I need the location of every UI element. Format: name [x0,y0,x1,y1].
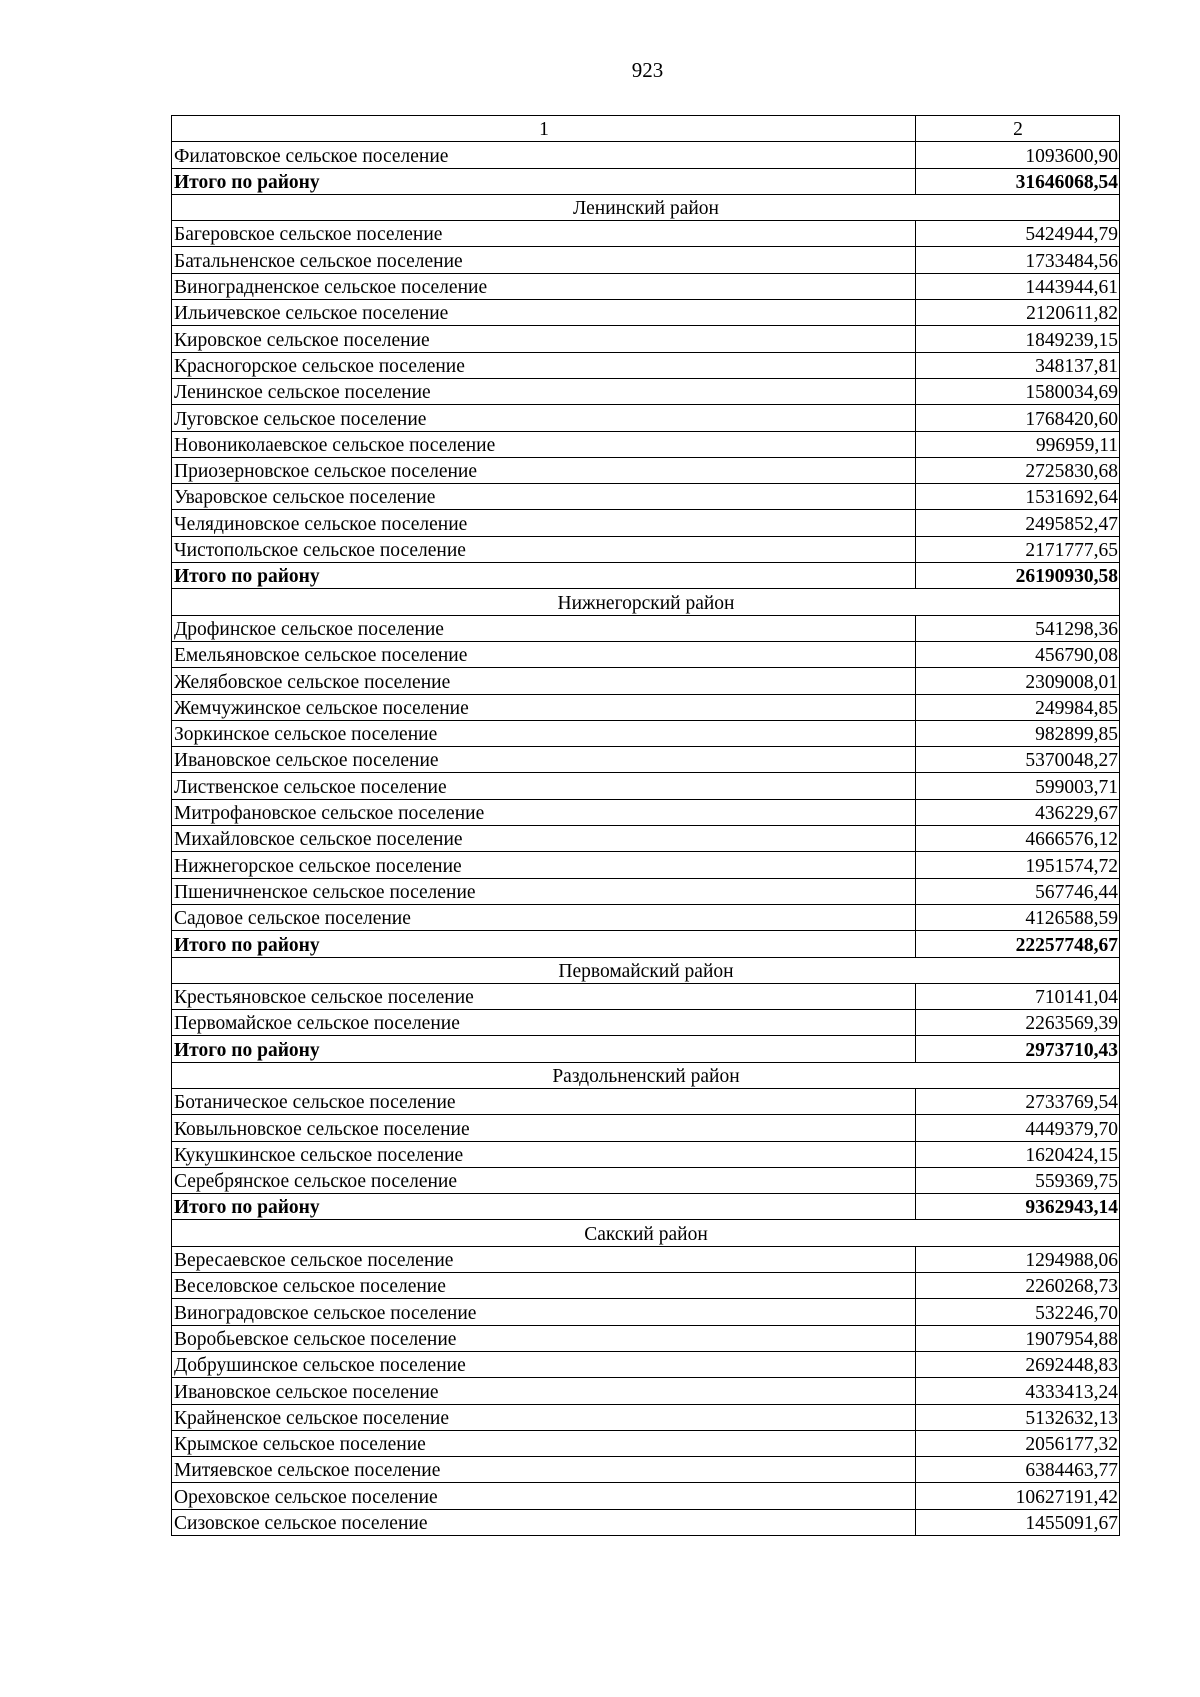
table-row [172,1351,1120,1377]
table-row [172,536,1120,562]
settlement-name: Веселовское сельское поселение [172,1273,916,1299]
settlement-name: Крестьяновское сельское поселение [172,983,916,1009]
page-number: 923 [631,58,664,82]
table-row [172,247,1120,273]
table-row [172,615,1120,641]
settlement-name: Кировское сельское поселение [172,326,916,352]
settlement-value: 4666576,12 [916,826,1120,852]
total-label: Итого по району [172,563,916,589]
total-label: Итого по району [172,931,916,957]
settlement-value: 2171777,65 [916,536,1120,562]
settlement-value: 2263569,39 [916,1010,1120,1036]
table-row [172,326,1120,352]
settlement-value: 249984,85 [916,694,1120,720]
settlement-name: Дрофинское сельское поселение [172,615,916,641]
table-row [172,1430,1120,1456]
settlement-name: Митяевское сельское поселение [172,1457,916,1483]
settlement-name: Добрушинское сельское поселение [172,1351,916,1377]
settlement-value: 982899,85 [916,720,1120,746]
settlement-value: 532246,70 [916,1299,1120,1325]
district-name: Ленинский район [172,194,1120,220]
settlement-value: 2260268,73 [916,1273,1120,1299]
district-total-row [172,931,1120,957]
table-row [172,1378,1120,1404]
district-total-row [172,1036,1120,1062]
district-header-row [172,1062,1120,1088]
table-row [172,1115,1120,1141]
settlement-value: 1294988,06 [916,1246,1120,1272]
settlement-value: 1580034,69 [916,378,1120,404]
table-row [172,1509,1120,1535]
table-row [172,300,1120,326]
settlement-name: Ильичевское сельское поселение [172,300,916,326]
settlement-name: Батальненское сельское поселение [172,247,916,273]
district-name: Нижнегорский район [172,589,1120,615]
settlement-name: Челядиновское сельское поселение [172,510,916,536]
settlement-name: Серебрянское сельское поселение [172,1167,916,1193]
district-header-row [172,589,1120,615]
settlement-value: 567746,44 [916,878,1120,904]
settlement-value: 2056177,32 [916,1430,1120,1456]
table-row [172,1325,1120,1351]
settlement-value: 456790,08 [916,641,1120,667]
settlement-name: Пшеничненское сельское поселение [172,878,916,904]
settlement-name: Желябовское сельское поселение [172,668,916,694]
table-row [172,694,1120,720]
header-row [172,116,1120,142]
settlement-value: 1907954,88 [916,1325,1120,1351]
settlement-value: 2725830,68 [916,457,1120,483]
table-row [172,852,1120,878]
settlement-name: Первомайское сельское поселение [172,1010,916,1036]
settlement-name: Новониколаевское сельское поселение [172,431,916,457]
table-row [172,1088,1120,1114]
district-name: Сакский район [172,1220,1120,1246]
district-name: Первомайский район [172,957,1120,983]
settlement-name: Багеровское сельское поселение [172,221,916,247]
table-row [172,668,1120,694]
settlement-value: 2120611,82 [916,300,1120,326]
settlement-name: Виноградненское сельское поселение [172,273,916,299]
settlement-name: Луговское сельское поселение [172,405,916,431]
table-row [172,1141,1120,1167]
settlement-name: Лиственское сельское поселение [172,773,916,799]
column-header-1: 1 [172,116,916,142]
settlement-value: 1768420,60 [916,405,1120,431]
district-total-row [172,1194,1120,1220]
table-row [172,826,1120,852]
settlement-value: 996959,11 [916,431,1120,457]
table-row [172,878,1120,904]
table-row [172,405,1120,431]
settlement-value: 4449379,70 [916,1115,1120,1141]
settlement-name: Зоркинское сельское поселение [172,720,916,746]
settlement-name: Филатовское сельское поселение [172,142,916,168]
settlement-name: Жемчужинское сельское поселение [172,694,916,720]
table-row [172,1483,1120,1509]
total-label: Итого по району [172,1036,916,1062]
total-value: 9362943,14 [916,1194,1120,1220]
settlement-value: 599003,71 [916,773,1120,799]
settlement-name: Вересаевское сельское поселение [172,1246,916,1272]
settlement-value: 2309008,01 [916,668,1120,694]
district-name: Раздольненский район [172,1062,1120,1088]
settlement-name: Сизовское сельское поселение [172,1509,916,1535]
settlement-value: 559369,75 [916,1167,1120,1193]
settlement-name: Уваровское сельское поселение [172,484,916,510]
settlement-value: 5132632,13 [916,1404,1120,1430]
settlement-value: 348137,81 [916,352,1120,378]
settlement-name: Воробьевское сельское поселение [172,1325,916,1351]
district-total-row [172,168,1120,194]
table-row [172,221,1120,247]
table-row [172,773,1120,799]
settlement-name: Виноградовское сельское поселение [172,1299,916,1325]
settlement-name: Чистопольское сельское поселение [172,536,916,562]
settlement-name: Ботаническое сельское поселение [172,1088,916,1114]
settlement-value: 1620424,15 [916,1141,1120,1167]
table-row [172,457,1120,483]
settlement-value: 4333413,24 [916,1378,1120,1404]
settlement-name: Ленинское сельское поселение [172,378,916,404]
settlement-value: 1849239,15 [916,326,1120,352]
table-row [172,510,1120,536]
total-label: Итого по району [172,1194,916,1220]
settlement-name: Красногорское сельское поселение [172,352,916,378]
settlement-name: Ковыльновское сельское поселение [172,1115,916,1141]
settlement-value: 5370048,27 [916,747,1120,773]
table-row [172,1010,1120,1036]
settlement-value: 710141,04 [916,983,1120,1009]
settlement-name: Михайловское сельское поселение [172,826,916,852]
table-row [172,1246,1120,1272]
column-header-2: 2 [916,116,1120,142]
settlement-name: Крымское сельское поселение [172,1430,916,1456]
settlement-value: 2733769,54 [916,1088,1120,1114]
table-row [172,142,1120,168]
table-row [172,484,1120,510]
settlement-value: 1455091,67 [916,1509,1120,1535]
settlement-name: Приозерновское сельское поселение [172,457,916,483]
district-header-row [172,957,1120,983]
table-row [172,983,1120,1009]
table-row [172,904,1120,930]
settlement-value: 1443944,61 [916,273,1120,299]
table-row [172,273,1120,299]
settlement-value: 4126588,59 [916,904,1120,930]
settlement-value: 10627191,42 [916,1483,1120,1509]
table-body [172,116,1120,1536]
table-row [172,1299,1120,1325]
table-row [172,720,1120,746]
settlement-name: Кукушкинское сельское поселение [172,1141,916,1167]
settlement-value: 5424944,79 [916,221,1120,247]
table-row [172,352,1120,378]
total-label: Итого по району [172,168,916,194]
settlement-value: 1733484,56 [916,247,1120,273]
district-header-row [172,1220,1120,1246]
district-total-row [172,563,1120,589]
table-row [172,1457,1120,1483]
settlement-name: Емельяновское сельское поселение [172,641,916,667]
settlement-value: 2495852,47 [916,510,1120,536]
total-value: 26190930,58 [916,563,1120,589]
settlement-value: 1093600,90 [916,142,1120,168]
table-row [172,799,1120,825]
settlement-name: Нижнегорское сельское поселение [172,852,916,878]
settlement-value: 436229,67 [916,799,1120,825]
settlement-value: 1531692,64 [916,484,1120,510]
table-row [172,378,1120,404]
total-value: 2973710,43 [916,1036,1120,1062]
settlement-value: 541298,36 [916,615,1120,641]
settlements-table [171,115,1120,1536]
table-row [172,1273,1120,1299]
table-row [172,747,1120,773]
settlement-name: Митрофановское сельское поселение [172,799,916,825]
settlement-name: Крайненское сельское поселение [172,1404,916,1430]
settlement-name: Ивановское сельское поселение [172,747,916,773]
settlement-name: Ореховское сельское поселение [172,1483,916,1509]
total-value: 22257748,67 [916,931,1120,957]
table-row [172,1404,1120,1430]
table-row [172,431,1120,457]
settlement-name: Ивановское сельское поселение [172,1378,916,1404]
settlement-value: 6384463,77 [916,1457,1120,1483]
settlement-name: Садовое сельское поселение [172,904,916,930]
settlement-value: 2692448,83 [916,1351,1120,1377]
total-value: 31646068,54 [916,168,1120,194]
table-row [172,1167,1120,1193]
settlement-value: 1951574,72 [916,852,1120,878]
table-row [172,641,1120,667]
district-header-row [172,194,1120,220]
